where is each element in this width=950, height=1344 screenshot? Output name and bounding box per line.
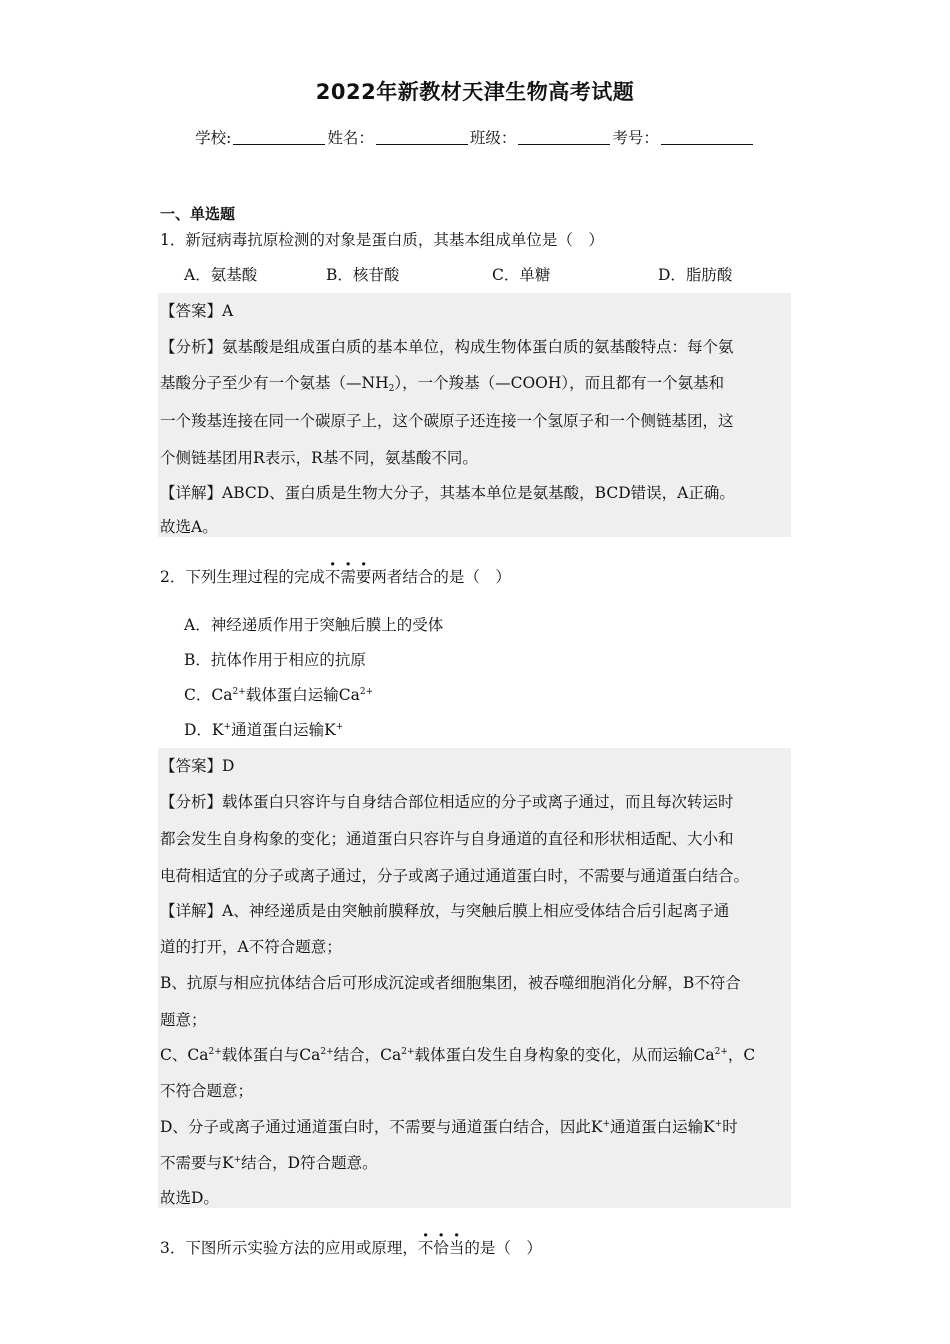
class-label: 班级： <box>469 129 517 147</box>
q2-option-a: A．神经递质作用于突触后膜上的受体 <box>184 616 444 634</box>
name-blank[interactable] <box>376 130 468 145</box>
q2-detail-line1: 【详解】A、神经递质是由突触前膜释放，与突触后膜上相应受体结合后引起离子通 <box>160 902 730 920</box>
q3-stem: 3．下图所示实验方法的应用或原理，不恰当的是（ ） <box>160 1239 542 1257</box>
school-label: 学校: <box>195 129 232 147</box>
q1-analysis-line2: 基酸分子至少有一个氨基$(—NH_2)$，一个羧基（—COOH），而且都有一个氨基和 <box>160 374 725 394</box>
q2-detail-last: 故选D。 <box>160 1189 219 1207</box>
name-label: 姓名： <box>327 129 374 147</box>
page-title: 2022年新教材天津生物高考试题 <box>315 80 635 104</box>
q1-option-d: D．脂肪酸 <box>658 266 733 284</box>
q2-detail-line8: 不需要与K+结合，D符合题意。 <box>160 1154 378 1172</box>
q1-analysis-line1: 【分析】氨基酸是组成蛋白质的基本单位，构成生物体蛋白质的氨基酸特点：每个氨 <box>160 338 734 356</box>
class-blank[interactable] <box>518 130 610 145</box>
student-info-line <box>0 126 950 148</box>
q1-detail-line2: 故选A。 <box>160 518 218 536</box>
q1-option-c: C．单糖 <box>492 266 551 284</box>
q2-analysis-line2: 都会发生自身构象的变化；通道蛋白只容许与自身通道的直径和形状相适配、大小和 <box>160 830 734 848</box>
exam-no-label: 考号： <box>612 129 659 147</box>
q2-analysis-line1: 【分析】载体蛋白只容许与自身结合部位相适应的分子或离子通过，而且每次转运时 <box>160 793 734 811</box>
q2-detail-line5: C、$Ca^{2+}$载体蛋白与$Ca^{2+}$结合，$Ca^{2+}$载体蛋白发生自身构象的变化，从而运输$Ca^{2+}$，C <box>160 1046 756 1064</box>
q2-detail-line7: D、分子或离子通过通道蛋白时，不需要与通道蛋白结合，因此K+通道蛋白运输K+时 <box>160 1118 738 1136</box>
q1-stem: 1．新冠病毒抗原检测的对象是蛋白质，其基本组成单位是（ ） <box>160 231 604 249</box>
q1-analysis-line3: 一个羧基连接在同一个碳原子上，这个碳原子还连接一个氢原子和一个侧链基团，这 <box>160 412 734 430</box>
q1-analysis-line4: 个侧链基团用R表示，R基不同，氨基酸不同。 <box>160 449 478 467</box>
q1-option-a: A．氨基酸 <box>184 266 258 284</box>
q2-answer: 【答案】D <box>160 757 235 775</box>
q2-analysis-line3: 电荷相适宜的分子或离子通过，分子或离子通过通道蛋白时，不需要与通道蛋白结合。 <box>160 867 750 885</box>
q2-option-c: C．$Ca^{2+}$载体蛋白运输$Ca^{2+}$ <box>184 686 374 704</box>
q2-detail-line4: 题意； <box>160 1011 207 1029</box>
q1-option-b: B．核苷酸 <box>326 266 400 284</box>
exam-no-blank[interactable] <box>661 130 753 145</box>
q2-detail-line6: 不符合题意； <box>160 1082 254 1100</box>
q1-answer: 【答案】A <box>160 302 234 320</box>
q2-detail-line3: B、抗原与相应抗体结合后可形成沉淀或者细胞集团，被吞噬细胞消化分解，B不符合 <box>160 974 741 992</box>
q2-stem: 2．下列生理过程的完成不需要两者结合的是（ ） <box>160 568 511 586</box>
q2-option-b: B．抗体作用于相应的抗原 <box>184 651 366 669</box>
section-title: 一、单选题 <box>160 205 236 223</box>
q1-detail-line1: 【详解】ABCD、蛋白质是生物大分子，其基本单位是氨基酸，BCD错误，A正确。 <box>160 484 735 502</box>
q2-detail-line2: 道的打开，A不符合题意； <box>160 938 342 956</box>
school-blank[interactable] <box>233 130 325 145</box>
q2-option-d: D．K+通道蛋白运输K+ <box>184 721 344 739</box>
